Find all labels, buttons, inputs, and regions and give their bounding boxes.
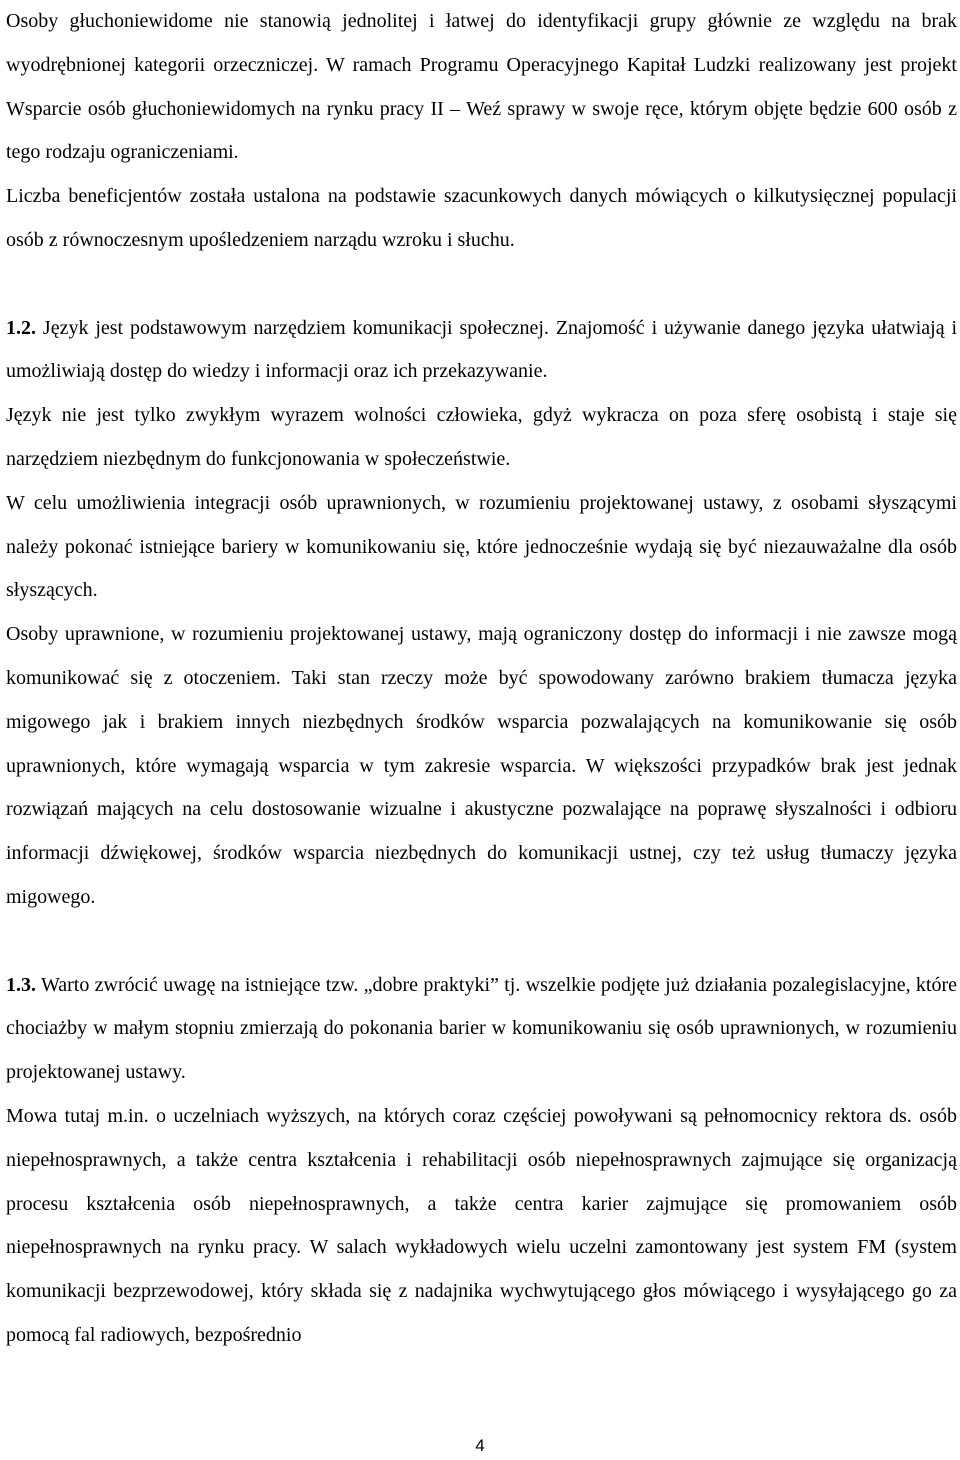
- paragraph: Warto zwrócić uwagę na istniejące tzw. „dobre praktyki” tj. wszelkie podjęte już działania pozalegislacyjne, które chociażby w małym stopniu zmierzają do pokonania barier w komunikowaniu się osób uprawnionych, w rozumieniu projektowanej ustawy.: [6, 973, 957, 1084]
- page-number: 4: [475, 1436, 485, 1455]
- paragraph: Liczba beneficjentów została ustalona na podstawie szacunkowych danych mówiących o kilkutysięcznej populacji osób z równoczesnym upośledzeniem narządu wzroku i słuchu.: [6, 185, 957, 251]
- section-1-3: [6, 964, 957, 1358]
- spacer: [6, 920, 957, 964]
- paragraph: Język nie jest tylko zwykłym wyrazem wolności człowieka, gdyż wykracza on poza sferę osobistą i staje się narzędziem niezbędnym do funkcjonowania w społeczeństwie.: [6, 404, 957, 470]
- paragraph: Język jest podstawowym narzędziem komunikacji społecznej.: [42, 316, 549, 339]
- paragraph: Osoby głuchoniewidome nie stanowią jednolitej i łatwej do identyfikacji grupy głównie ze względu na brak wyodrębnionej kategorii orzeczniczej. W ramach Programu Operacyjnego Kapitał Ludzki realizowany jest projekt Wsparcie osób głuchoniewidomych na rynku pracy II – Weź sprawy w swoje ręce, którym objęte będzie 600 osób z tego rodzaju ograniczeniami.: [6, 10, 957, 164]
- spacer: [6, 263, 957, 307]
- paragraph: Osoby uprawnione, w rozumieniu projektowanej ustawy, mają ograniczony dostęp do informacji i nie zawsze mogą komunikować się z otoczeniem.: [6, 623, 957, 689]
- paragraph: Taki stan rzeczy może być spowodowany zarówno brakiem tłumacza języka migowego jak i brakiem innych niezbędnych środków wsparcia pozwalających na komunikowanie się osób uprawnionych, które wymagają wsparcia w tym zakresie wsparcia.: [6, 666, 958, 777]
- paragraph-group-intro: [6, 0, 957, 263]
- section-1-2: [6, 307, 957, 920]
- paragraph: Mowa tutaj m.in. o uczelniach wyższych, na których coraz częściej powoływani są pełnomocnicy rektora ds. osób niepełnosprawnych, a także centra kształcenia i rehabilitacji osób niepełnosprawnych zajmujące się organizacją procesu kształcenia osób niepełnosprawnych, a także centra karier zajmujące się promowaniem osób niepełnosprawnych na rynku pracy.: [6, 1104, 957, 1259]
- paragraph: W większości przypadków brak jest jednak rozwiązań mających na celu dostosowanie wizualne i akustyczne pozwalające na poprawę słyszalności i odbioru informacji dźwiękowej, środków wsparcia niezbędnych do komunikacji ustnej, czy też usług tłumaczy języka migowego.: [6, 754, 957, 908]
- paragraph: Znajomość i używanie danego języka ułatwiają i umożliwiają dostęp do wiedzy i informacji oraz ich przekazywanie.: [6, 316, 958, 383]
- section-number: 1.3.: [6, 973, 36, 996]
- paragraph: W celu umożliwienia integracji osób uprawnionych, w rozumieniu projektowanej ustawy, z osobami słyszącymi należy pokonać istniejące bariery w komunikowaniu się, które jednocześnie wydają się być niezauważalne dla osób słyszących.: [6, 491, 957, 602]
- section-number: 1.2.: [6, 316, 36, 339]
- paragraph: W salach wykładowych wielu uczelni zamontowany jest system FM (system komunikacji bezprzewodowej, który składa się z nadajnika wychwytującego głos mówiącego i wysyłającego go za pomocą fal radiowych, bezpośrednio: [6, 1236, 957, 1346]
